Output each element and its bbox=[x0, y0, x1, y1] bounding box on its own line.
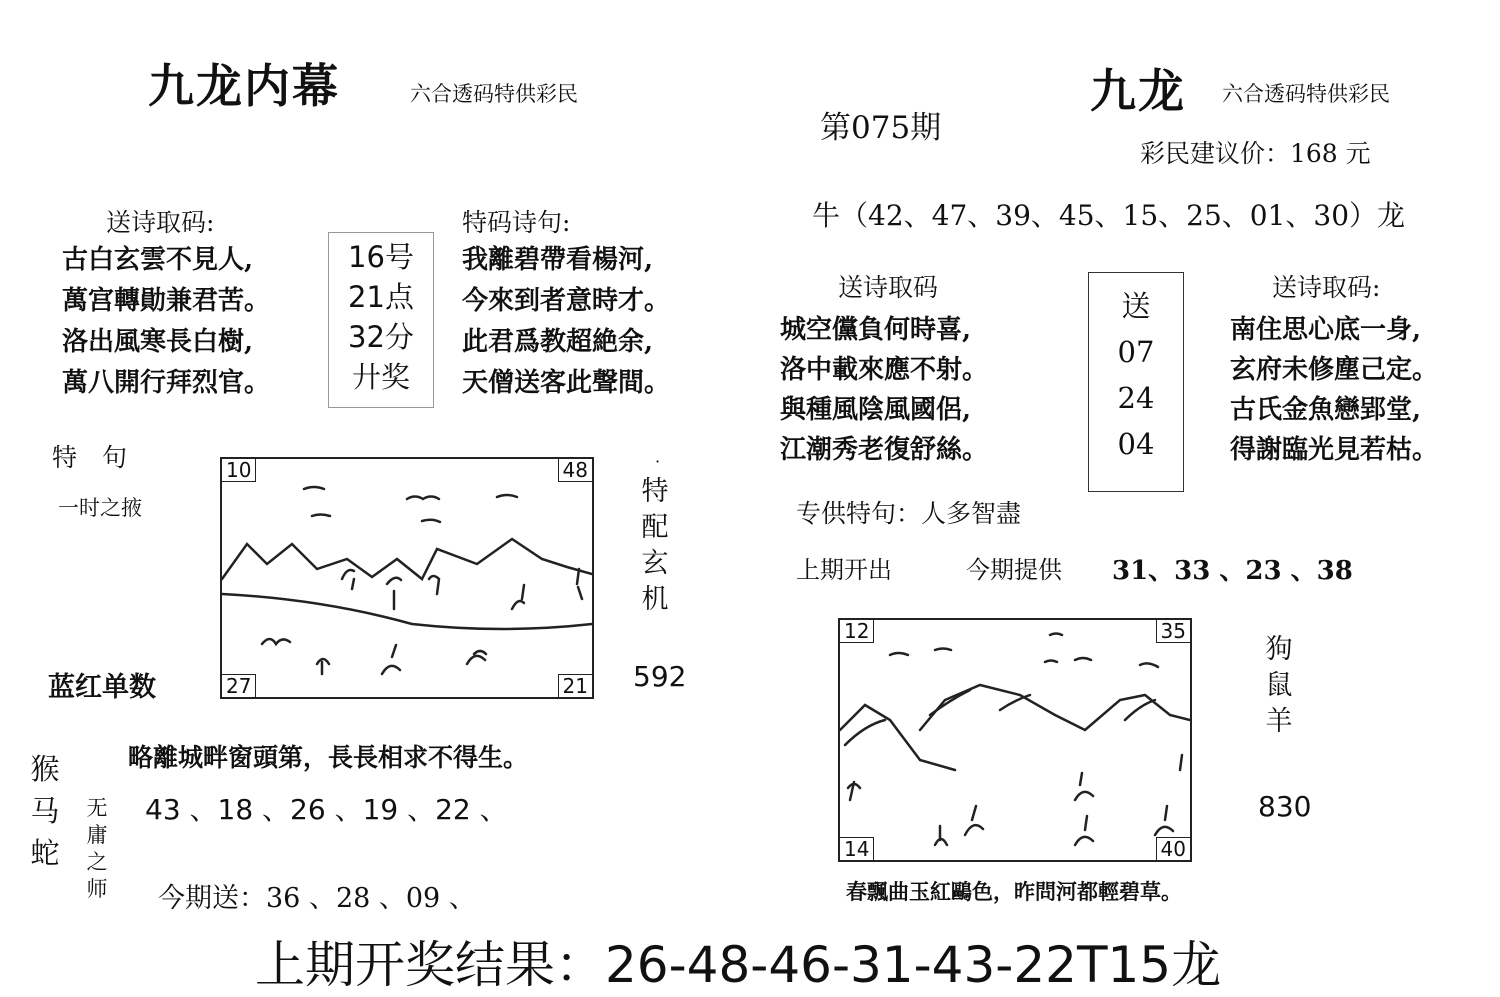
right-poem-left bbox=[780, 310, 988, 470]
left-side-vertical bbox=[638, 474, 672, 618]
poem-line: 玄府未修塵己定。 bbox=[1230, 355, 1439, 385]
left-center-box bbox=[328, 232, 434, 408]
corner-number: 10 bbox=[222, 459, 256, 482]
special-phrase: 一时之掖 bbox=[58, 496, 142, 520]
today-send: 今期送：36 、28 、09 、 bbox=[158, 883, 476, 914]
vertical-char: 特 bbox=[641, 476, 669, 507]
vertical-char: 配 bbox=[641, 512, 669, 543]
corner-number: 12 bbox=[840, 620, 874, 643]
poem-line: 古氏金魚戀郢堂, bbox=[1230, 395, 1422, 425]
zodiac-vertical bbox=[28, 748, 62, 874]
bottom-poem: 春飄曲玉紅鷗色，昨問河都輕碧草。 bbox=[846, 879, 1182, 904]
vertical-char: 庸 bbox=[86, 823, 108, 847]
price: 彩民建议价：168 元 bbox=[1140, 139, 1371, 168]
left-title: 九龙内幕 bbox=[148, 59, 340, 113]
poem-line: 與種風陰風國侶, bbox=[780, 395, 972, 425]
left-poem bbox=[62, 240, 270, 404]
right-poem-right-label: 送诗取码: bbox=[1272, 273, 1381, 302]
poem-line: 城空儻負何時喜, bbox=[780, 315, 972, 345]
vertical-char: 狗 bbox=[1265, 634, 1293, 665]
ox-line: 牛（42、47、39、45、15、25、01、30）龙 bbox=[812, 199, 1406, 232]
issue-number: 第075期 bbox=[820, 110, 942, 146]
last-issue-label: 上期开出 bbox=[796, 556, 892, 584]
corner-number: 40 bbox=[1156, 837, 1190, 860]
box-line: 04 bbox=[1117, 427, 1155, 461]
left-subtitle: 六合透码特供彩民 bbox=[410, 82, 578, 106]
vertical-char: 马 bbox=[30, 794, 60, 828]
corner-number: 35 bbox=[1156, 620, 1190, 643]
numbers-line: 43 、18 、26 、19 、22 、 bbox=[145, 793, 508, 826]
right-poem-left-label: 送诗取码 bbox=[838, 273, 939, 302]
right-side-vertical bbox=[1262, 632, 1296, 740]
footer-result: 上期开奖结果：26-48-46-31-43-22T15龙 bbox=[255, 936, 1222, 994]
right-title: 九龙 bbox=[1090, 64, 1186, 118]
box-line: 送 bbox=[1121, 289, 1151, 323]
landscape-illustration bbox=[220, 457, 594, 699]
right-poem-right bbox=[1230, 310, 1438, 470]
left-poem-label: 送诗取码: bbox=[106, 208, 215, 237]
blue-red-label: 蓝红单数 bbox=[48, 672, 156, 703]
side-dot: · bbox=[655, 452, 661, 471]
box-line: 21点 bbox=[348, 280, 414, 314]
left-side-number: 592 bbox=[633, 660, 687, 693]
poem-line: 天僧送客此聲間。 bbox=[462, 368, 671, 398]
right-side-number: 830 bbox=[1258, 790, 1312, 823]
landscape-illustration bbox=[838, 618, 1192, 862]
vertical-char: 之 bbox=[86, 850, 108, 874]
landscape-drawing bbox=[222, 459, 592, 697]
poem-line: 萬宫轉勛兼君苦。 bbox=[62, 286, 271, 316]
poem-line: 洛中載來應不射。 bbox=[780, 355, 989, 385]
poem-line: 今來到者意時才。 bbox=[462, 286, 671, 316]
vertical-char: 鼠 bbox=[1265, 670, 1293, 701]
vertical-char: 蛇 bbox=[30, 836, 60, 870]
corner-number: 14 bbox=[840, 837, 874, 860]
poem-line: 古白玄雲不見人, bbox=[62, 245, 254, 275]
right-center-box bbox=[1088, 272, 1184, 492]
corner-number: 27 bbox=[222, 674, 256, 697]
right-subtitle: 六合透码特供彩民 bbox=[1222, 82, 1390, 106]
today-provide-label: 今期提供 bbox=[966, 556, 1062, 584]
corner-number: 48 bbox=[558, 459, 592, 482]
vertical-char: 师 bbox=[86, 877, 108, 901]
vertical-char: 猴 bbox=[30, 752, 60, 786]
box-line: 16号 bbox=[348, 240, 414, 274]
poem-line: 我離碧帶看楊河, bbox=[462, 245, 654, 275]
vertical-char: 机 bbox=[641, 584, 669, 615]
poem-line: 得謝臨光見若枯。 bbox=[1230, 435, 1439, 465]
right-poem bbox=[462, 240, 670, 404]
right-poem-label: 特码诗句: bbox=[462, 208, 571, 237]
master-vertical bbox=[80, 795, 114, 903]
long-poem: 略離城畔窗頭第，長長相求不得生。 bbox=[128, 743, 529, 772]
corner-number: 21 bbox=[558, 674, 592, 697]
vertical-char: 无 bbox=[86, 796, 108, 820]
poem-line: 萬八開行拜烈官。 bbox=[62, 368, 271, 398]
special-line: 专供特句：人多智盡 bbox=[796, 499, 1022, 528]
vertical-char: 玄 bbox=[641, 548, 669, 579]
special-label: 特 句 bbox=[52, 443, 128, 472]
vertical-char: 羊 bbox=[1265, 706, 1293, 737]
poem-line: 江潮秀老復舒絲。 bbox=[780, 435, 989, 465]
box-line: 32分 bbox=[348, 320, 414, 354]
poem-line: 此君爲教超絶余, bbox=[462, 327, 654, 357]
poem-line: 洛出風寒長白樹, bbox=[62, 327, 254, 357]
provide-numbers: 31、33 、23 、38 bbox=[1112, 556, 1353, 586]
landscape-drawing bbox=[840, 620, 1190, 860]
poem-line: 南住思心底一身, bbox=[1230, 315, 1422, 345]
box-line: 廾奖 bbox=[351, 360, 410, 394]
box-line: 07 bbox=[1117, 335, 1155, 369]
box-line: 24 bbox=[1117, 381, 1155, 415]
